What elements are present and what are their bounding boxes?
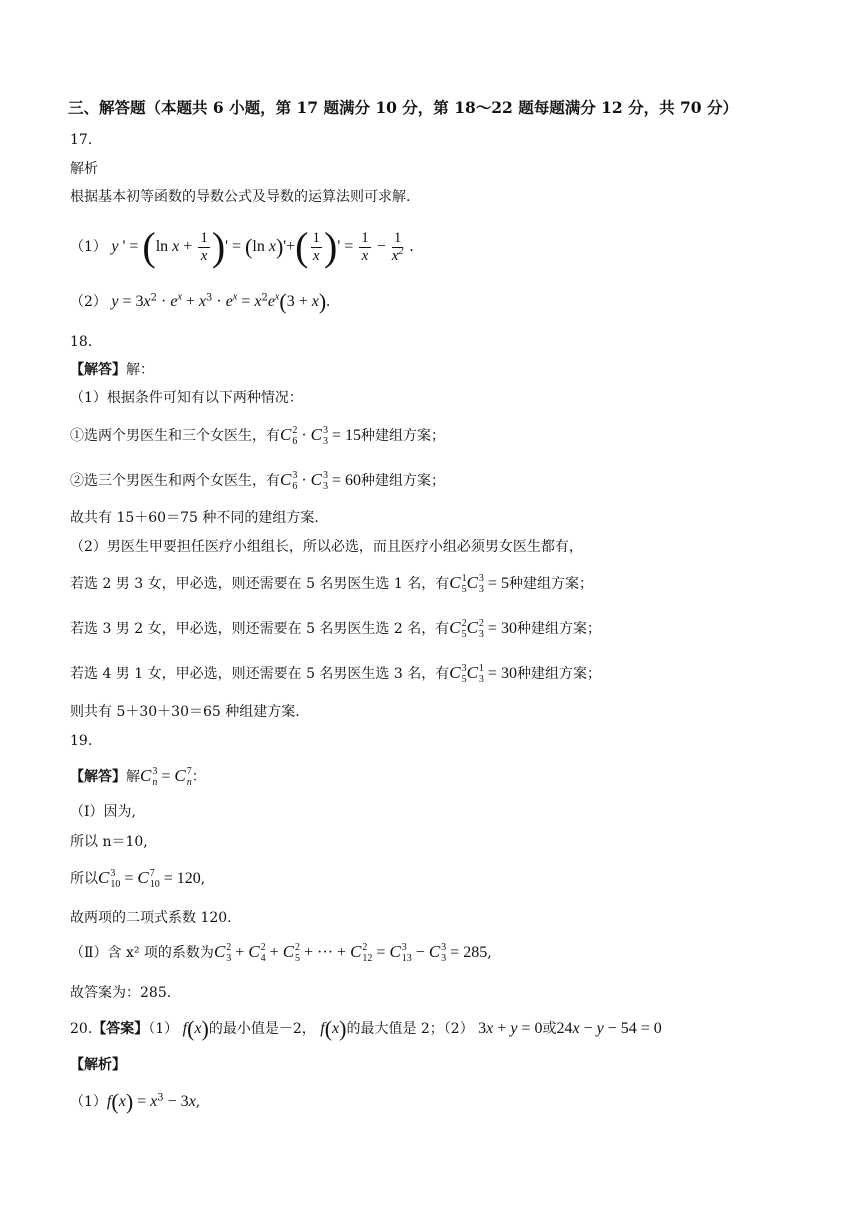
q17-part2: （2） $y = 3x^2 \cdot e^x + x^3 \cdot e^x = x^2e^x(3 + x)$. — [70, 289, 331, 314]
q19-part2: （Ⅱ）含 x² 项的系数为C 2 3 + C 2 4 + C 2 5 + ··· + C 2 12 = C 3 13 − C 3 3 = 285, — [70, 942, 492, 964]
q19-coef-line: 故两项的二项式系数 120. — [70, 910, 232, 926]
q18-sub3: 若选 4 男 1 女，甲必选，则还需要在 5 名男医生选 3 名，有C 3 5 C 1 3 = 30种建组方案； — [70, 663, 601, 685]
q19-number: 19. — [70, 733, 93, 749]
q18-part1-intro: （1）根据条件可知有以下两种情况： — [70, 390, 303, 406]
q19-n-line: 所以 n＝10, — [70, 834, 148, 850]
q20-answer: 20.【答案】（1） f(x)的最小值是－2， f(x)的最大值是 2；（2） 3x + y = 0或24x − y − 54 = 0 — [70, 1016, 662, 1041]
section-heading: 三、解答题（本题共 6 小题，第 17 题满分 10 分，第 18～22 题每题满分 12 分，共 70 分） — [68, 98, 738, 117]
q18-sub1: 若选 2 男 3 女，甲必选，则还需要在 5 名男医生选 1 名，有C 1 5 C 3 3 = 5种建组方案； — [70, 573, 593, 595]
q17-number: 17. — [70, 132, 93, 148]
q18-part2-total: 则共有 5＋30＋30＝65 种组建方案. — [70, 704, 300, 720]
q19-part1-intro: （Ⅰ）因为, — [70, 804, 136, 820]
q18-answer: 【解答】解： — [70, 362, 154, 378]
q18-case2: ②选三个男医生和两个女医生，有C 3 6 · C 3 3 = 60种建组方案； — [70, 470, 446, 492]
q19-c-line: 所以C 3 10 = C 7 10 = 120, — [70, 868, 206, 890]
q18-sub2: 若选 3 男 2 女，甲必选，则还需要在 5 名男医生选 2 名，有C 2 5 C 2 3 = 30种建组方案； — [70, 618, 601, 640]
q17-part1: （1） y ' = (ln x + $\frac{1}{x}$ )' = (ln x)'+( $\frac{1}{x}$ )' = $\frac{1}{x}$ − $\frac{1}{x^2}$ . — [70, 224, 414, 269]
q19-answer: 【解答】解C 3 n = C 7 n ： — [70, 766, 206, 788]
q19-final: 故答案为：285. — [70, 985, 172, 1001]
q20-part1: $(1)f(x) = x^3 - 3x$, — [70, 1089, 201, 1114]
q18-case1: ①选两个男医生和三个女医生，有C 2 6 · C 3 3 = 15种建组方案； — [70, 425, 446, 447]
q18-number: 18. — [70, 334, 93, 350]
q17-intro: 根据基本初等函数的导数公式及导数的运算法则可求解. — [70, 189, 411, 205]
q18-part1-total: 故共有 15＋60＝75 种不同的建组方案. — [70, 510, 319, 526]
q17-label: 解析 — [70, 161, 98, 177]
q20-analysis: 【解析】 — [70, 1057, 126, 1073]
q18-part2-intro: （2）男医生甲要担任医疗小组组长，所以必选，而且医疗小组必须男女医生都有， — [70, 539, 583, 555]
